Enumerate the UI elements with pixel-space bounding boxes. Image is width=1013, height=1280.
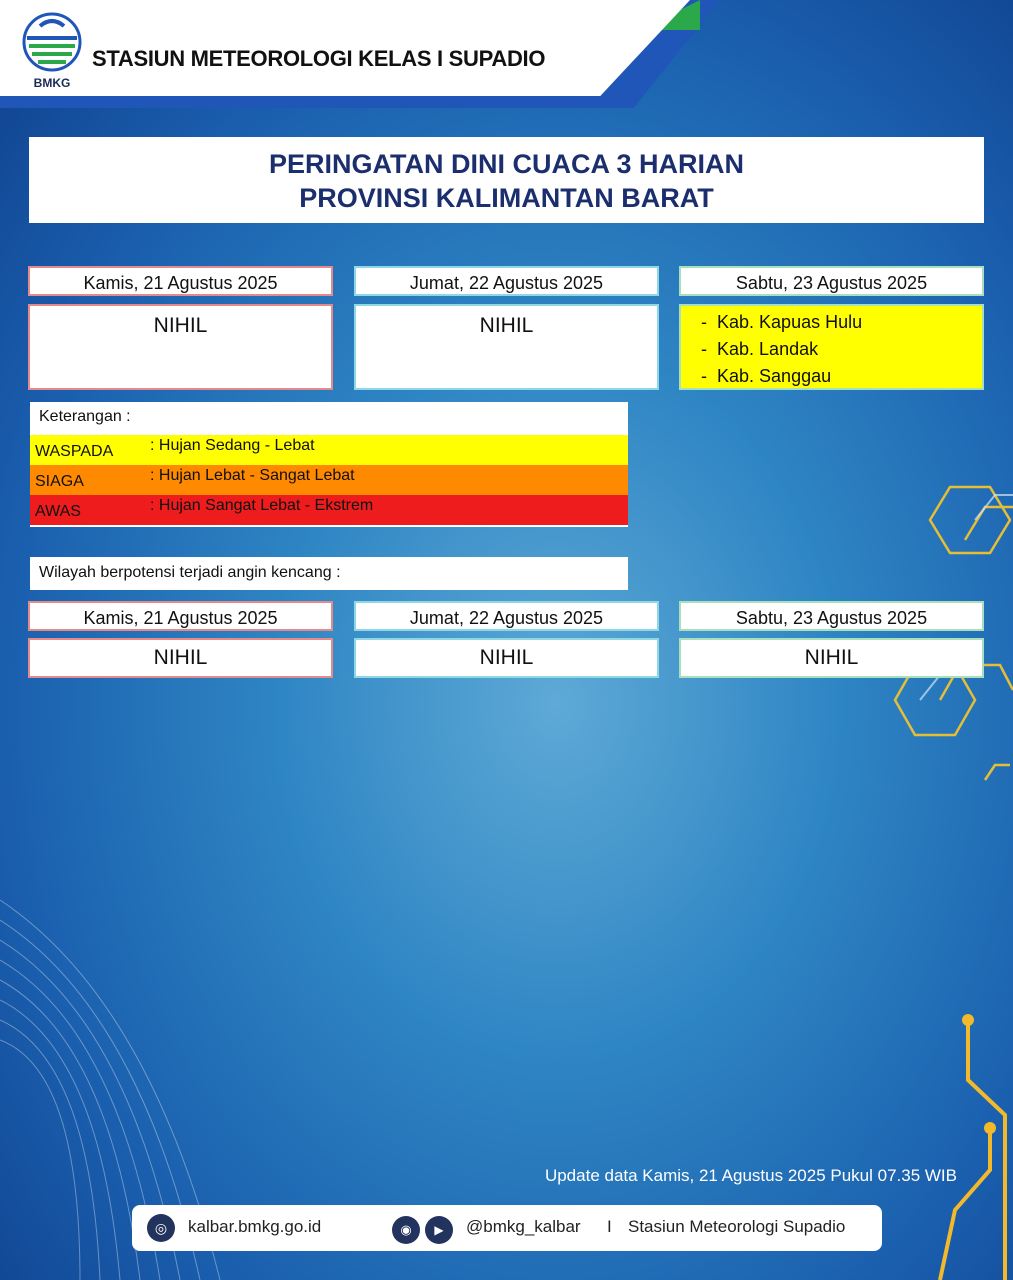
footer-station-name: Stasiun Meteorologi Supadio: [628, 1217, 846, 1236]
wind-label: Wilayah berpotensi terjadi angin kencang :: [30, 557, 628, 590]
legend-level: SIAGA: [35, 473, 84, 490]
title-line-1: PERINGATAN DINI CUACA 3 HARIAN: [268, 149, 744, 179]
legend-desc: : Hujan Sedang - Lebat: [150, 437, 315, 454]
wind-day-3-status: NIHIL: [679, 638, 984, 678]
footer-bar: [132, 1205, 882, 1251]
region-item: - Kab. Landak: [701, 339, 819, 359]
legend-title: Keterangan :: [39, 408, 131, 425]
logo-text: BMKG: [33, 76, 71, 90]
globe-icon: ◎: [147, 1214, 175, 1242]
legend: [30, 402, 628, 527]
legend-level: AWAS: [35, 503, 81, 520]
footer-separator: I: [607, 1217, 612, 1236]
social-handle[interactable]: @bmkg_kalbar: [466, 1217, 581, 1236]
legend-row-siaga: [30, 465, 628, 495]
youtube-icon[interactable]: ▶: [425, 1216, 453, 1244]
legend-desc: : Hujan Sangat Lebat - Ekstrem: [150, 497, 374, 514]
title-box: [29, 137, 984, 223]
wind-day-1-date: Kamis, 21 Agustus 2025: [28, 601, 333, 631]
legend-row-waspada: [30, 435, 628, 465]
rain-day-3-date: Sabtu, 23 Agustus 2025: [679, 266, 984, 296]
update-text: Update data Kamis, 21 Agustus 2025 Pukul 07.35 WIB: [544, 1166, 957, 1185]
rain-day-2-status: NIHIL: [354, 304, 659, 390]
region-item: - Kab. Sanggau: [701, 366, 832, 386]
wind-day-1-status: NIHIL: [28, 638, 333, 678]
region-item: - Kab. Kapuas Hulu: [701, 312, 863, 332]
title-line-2: PROVINSI KALIMANTAN BARAT: [299, 183, 714, 213]
rain-day-3-regions: [679, 304, 984, 390]
wind-day-2-date: Jumat, 22 Agustus 2025: [354, 601, 659, 631]
legend-desc: : Hujan Lebat - Sangat Lebat: [150, 467, 355, 484]
legend-level: WASPADA: [35, 443, 114, 460]
wind-day-2-status: NIHIL: [354, 638, 659, 678]
station-name: STASIUN METEOROLOGI KELAS I SUPADIO: [92, 46, 546, 71]
instagram-icon[interactable]: ◉: [392, 1216, 420, 1244]
rain-day-1-date: Kamis, 21 Agustus 2025: [28, 266, 333, 296]
website-link[interactable]: kalbar.bmkg.go.id: [188, 1217, 322, 1236]
rain-day-1-status: NIHIL: [28, 304, 333, 390]
wind-day-3-date: Sabtu, 23 Agustus 2025: [679, 601, 984, 631]
legend-row-awas: [30, 495, 628, 525]
rain-day-2-date: Jumat, 22 Agustus 2025: [354, 266, 659, 296]
